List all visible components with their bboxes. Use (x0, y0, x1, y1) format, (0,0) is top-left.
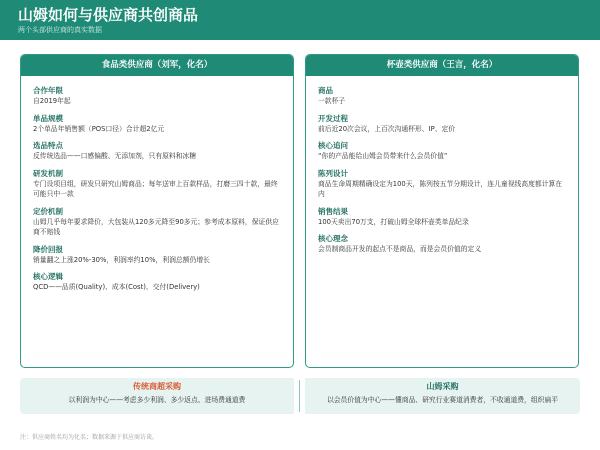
section-label: 合作年限 (33, 86, 63, 95)
section-label: 商品 (318, 86, 333, 95)
page-title: 山姆如何与供应商共创商品 (18, 6, 199, 24)
section-core-logic (33, 271, 281, 293)
section-text: 山姆几乎每年要求降价，大包装从120多元降至90多元；参考成本原料，保证供应商不赔钱 (33, 217, 279, 236)
section-text: QCD——品质(Quality)、成本(Cost)、交付(Delivery) (33, 283, 200, 291)
section-text: 销量翻之上涨20%-30%，利润率约10%，利润总额仍增长 (33, 255, 210, 264)
section-sales-result (318, 206, 566, 228)
section-display-design (318, 168, 566, 200)
section-label: 核心逻辑 (33, 272, 63, 281)
section-label: 研发机制 (33, 168, 63, 178)
food-supplier-card-heading: 食品类供应商（刘军，化名） (21, 55, 293, 76)
section-label: 陈列设计 (318, 168, 348, 178)
section-text: 商品生命周期精确设定为100天，陈列按五节分期设计，连儿童视线高度都计算在内 (318, 179, 563, 198)
section-text: 前后近20次会议，上百次沟通杯形、IP、定价 (318, 124, 456, 133)
traditional-procurement-text: 以利润为中心——考虑多少利润、多少返点、进场费通道费 (68, 396, 246, 404)
food-supplier-card-body (21, 76, 293, 293)
bottom-divider (299, 380, 300, 412)
sams-procurement-text: 以会员价值为中心——懂商品、研究行业赛道消费者，不收通道费，组织扁平 (326, 396, 559, 404)
section-core-question (318, 140, 566, 162)
section-text: 100天卖出70万支，打破山姆全球杯壶类单品纪录 (318, 217, 469, 226)
section-label: 单品规模 (33, 113, 63, 123)
section-label: 选品特点 (33, 141, 63, 150)
footnote: 注：供应商姓名均为化名；数据来源于供应商访谈。 (20, 434, 159, 441)
section-core-concept (318, 233, 566, 255)
section-text: 自2019年起 (33, 97, 71, 105)
section-label: 销售结果 (318, 206, 348, 216)
section-text: 反传统选品——口感偏酸、无添加剂，只有原料和冰糖 (33, 152, 197, 160)
section-label: 核心理念 (318, 234, 348, 243)
sams-procurement-panel (305, 378, 580, 414)
section-label: 降价回报 (33, 244, 63, 254)
section-text: 会员制商品开发的起点不是商品，而是会员价值的定义 (318, 245, 482, 253)
traditional-procurement-panel (20, 378, 294, 414)
section-label: 核心追问 (318, 141, 348, 150)
section-selection-traits (33, 140, 281, 162)
page-header (0, 0, 600, 40)
page-subtitle: 两个头部供应商的真实数据 (18, 26, 102, 34)
section-text: 2个单品年销售额（POS口径）合计超2亿元 (33, 124, 165, 133)
section-text: “你的产品能给山姆会员带来什么会员价值” (318, 152, 448, 160)
cup-supplier-card (305, 54, 579, 368)
section-rd-mechanism (33, 168, 281, 200)
section-product-scale (33, 113, 281, 135)
section-label: 开发过程 (318, 113, 348, 123)
section-product (318, 85, 566, 107)
section-dev-process (318, 113, 566, 135)
section-cooperation-years (33, 85, 281, 107)
section-label: 定价机制 (33, 206, 63, 216)
cup-supplier-card-heading: 杯壶类供应商（王言，化名） (306, 55, 578, 76)
section-pricing-mechanism (33, 206, 281, 238)
traditional-procurement-title: 传统商超采购 (133, 382, 181, 391)
cup-supplier-card-body (306, 76, 578, 255)
food-supplier-card (20, 54, 294, 368)
section-text: 专门设项目组，研发只研究山姆商品；每年送审上百款样品，打磨三四十款，最终可能只中一款 (33, 179, 278, 198)
section-price-cut-return (33, 244, 281, 266)
sams-procurement-title: 山姆采购 (426, 382, 459, 391)
section-text: 一款杯子 (318, 97, 346, 105)
